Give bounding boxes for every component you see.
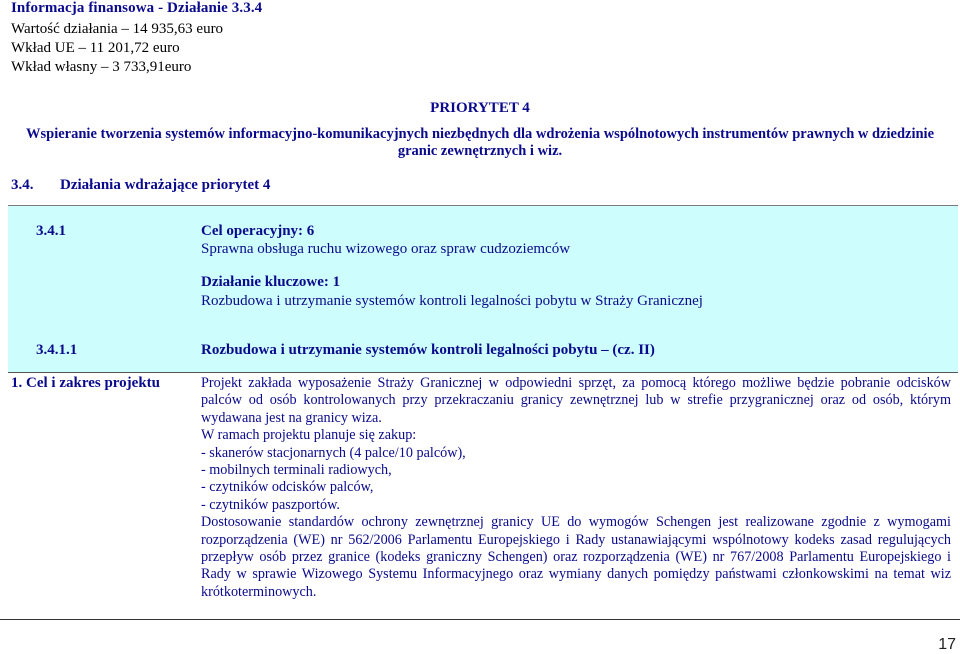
scope-label: 1. Cel i zakres projektu: [11, 375, 161, 391]
section-divider: [8, 372, 958, 373]
measure-goal-text: Sprawna obsługa ruchu wizowego oraz spraw cudzoziemców: [201, 241, 571, 257]
financial-info-own-contribution: Wkład własny – 3 733,91euro: [11, 59, 192, 75]
scope-paragraph-2: W ramach projektu planuje się zakup:: [201, 427, 417, 444]
bottom-rule: [0, 619, 960, 620]
priority-description-line1: Wspieranie tworzenia systemów informacyjno-komunikacyjnych niezbędnych dla wdrożenia wspólnotowych instrumentów prawnych w dziedzinie: [26, 126, 934, 142]
priority-title: PRIORYTET 4: [430, 100, 530, 116]
scope-content: [201, 375, 951, 601]
project-code: 3.4.1.1: [36, 342, 78, 358]
financial-info-eu-contribution: Wkład UE – 11 201,72 euro: [11, 40, 180, 56]
measure-goal-label: Cel operacyjny: 6: [201, 223, 315, 239]
financial-info-total: Wartość działania – 14 935,63 euro: [11, 21, 224, 37]
purchase-list-item: - skanerów stacjonarnych (4 palce/10 palców),: [201, 444, 466, 461]
page-number: 17: [938, 636, 956, 653]
priority-description: [0, 126, 960, 160]
purchase-list-item: - czytników paszportów.: [201, 496, 340, 513]
section-number: 3.4.: [11, 177, 34, 193]
section-heading: [11, 177, 270, 194]
priority-description-line2: granic zewnętrznych i wiz.: [397, 143, 563, 159]
measure-box: [8, 205, 958, 372]
scope-paragraph-3: Dostosowanie standardów ochrony zewnętrznej granicy UE do wymogów Schengen jest realizowane zgodnie z wymogami rozporządzenia (WE) nr 562/2006 Parlamentu Europejskiego i Rady ustanawiającymi wspólnotowy kodeks zasad regulujących przepływ osób przez granice (kodeks graniczny Schengen) oraz rozporządzenia (WE) nr 767/2008 Parlamentu Europejskiego i Rady w sprawie Wizowego Systemu Informacyjnego oraz wymiany danych pomiędzy państwami członkowskimi na temat wiz krótkoterminowych.: [201, 514, 951, 600]
project-title: Rozbudowa i utrzymanie systemów kontroli legalności pobytu – (cz. II): [201, 342, 655, 358]
measure-code: 3.4.1: [36, 223, 66, 239]
financial-info-title: Informacja finansowa - Działanie 3.3.4: [11, 0, 263, 16]
section-title: Działania wdrażające priorytet 4: [60, 177, 271, 193]
purchase-list-item: - czytników odcisków palców,: [201, 479, 374, 496]
purchase-list-item: - mobilnych terminali radiowych,: [201, 462, 392, 479]
measure-key-action-label: Działanie kluczowe: 1: [201, 274, 341, 290]
measure-key-action-text: Rozbudowa i utrzymanie systemów kontroli legalności pobytu w Straży Granicznej: [201, 293, 703, 309]
scope-paragraph-1: Projekt zakłada wyposażenie Straży Granicznej w odpowiedni sprzęt, za pomocą którego możliwe będzie pobranie odcisków palców od osób kontrolowanych przy przekraczaniu granicy zewnętrznej lub w strefie przygranicznej oraz od osób, którym wydawana jest na granicy wiza.: [201, 375, 951, 426]
